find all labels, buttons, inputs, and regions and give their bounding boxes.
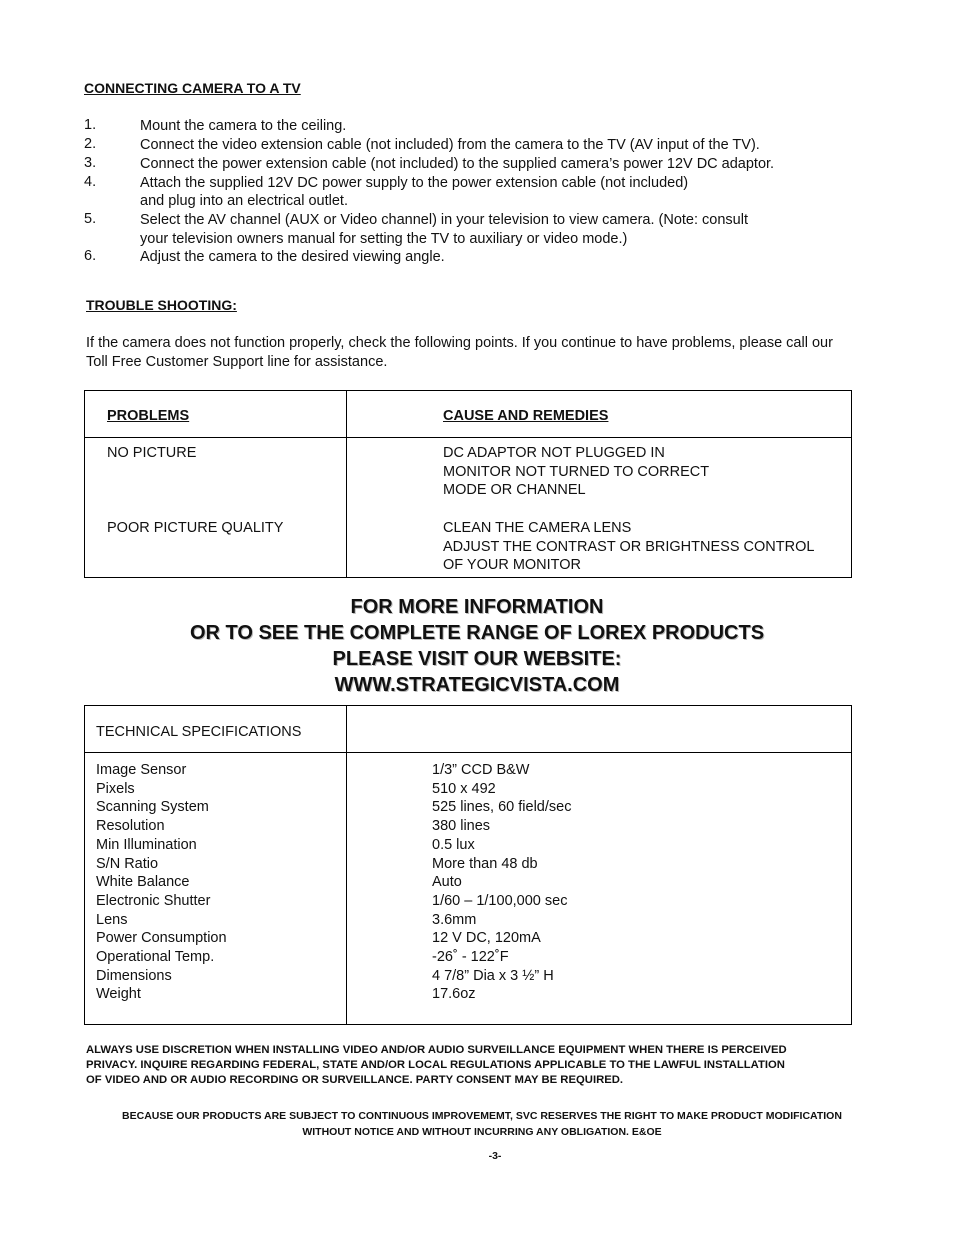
- intro-line: Toll Free Customer Support line for assistance.: [86, 353, 388, 370]
- disclaimer-line: OF VIDEO AND OR AUDIO RECORDING OR SURVEILLANCE. PARTY CONSENT MAY BE REQUIRED.: [86, 1074, 624, 1086]
- spec-label: Weight: [96, 986, 141, 1003]
- spec-label: Power Consumption: [96, 930, 227, 947]
- improvement-notice: [0, 1109, 954, 1140]
- spec-value: Auto: [432, 874, 462, 891]
- spec-value: 0.5 lux: [432, 836, 475, 853]
- spec-label: Scanning System: [96, 799, 209, 816]
- step-text: Connect the video extension cable (not included) from the camera to the TV (AV input of the TV).: [140, 137, 760, 153]
- remedy-line: MODE OR CHANNEL: [443, 482, 586, 499]
- spec-label: Electronic Shutter: [96, 892, 211, 909]
- spec-label: S/N Ratio: [96, 855, 159, 872]
- improvement-line: BECAUSE OUR PRODUCTS ARE SUBJECT TO CONTINUOUS IMPROVEMEMT, SVC RESERVES THE RIGHT TO MAKE PRODUCT MODIFICATION: [122, 1110, 842, 1122]
- step-text: Select the AV channel (AUX or Video channel) in your television to view camera. (Note: consult: [140, 212, 748, 228]
- step-text-continued: and plug into an electrical outlet.: [140, 193, 348, 209]
- intro-line: If the camera does not function properly, check the following points. If you continue to have problems, please call our: [86, 335, 833, 351]
- spec-label: Dimensions: [96, 967, 172, 984]
- step-text-continued: your television owners manual for setting the TV to auxiliary or video mode.): [140, 231, 628, 247]
- spec-value: 525 lines, 60 field/sec: [432, 799, 572, 816]
- spec-value: 1/3” CCD B&W: [432, 762, 530, 778]
- spec-value: More than 48 db: [432, 855, 538, 872]
- column-header-causes: CAUSE AND REMEDIES: [443, 408, 609, 424]
- remedy-line: OF YOUR MONITOR: [443, 557, 582, 574]
- disclaimer-line: ALWAYS USE DISCRETION WHEN INSTALLING VIDEO AND/OR AUDIO SURVEILLANCE EQUIPMENT WHEN THERE IS PERCEIVED: [86, 1044, 787, 1056]
- spec-label: Pixels: [96, 780, 135, 797]
- specs-labels: [96, 761, 227, 1004]
- step-number: 4.: [84, 174, 97, 190]
- remedy-line: CLEAN THE CAMERA LENS: [443, 520, 632, 536]
- remedy-line: DC ADAPTOR NOT PLUGGED IN: [443, 445, 665, 461]
- spec-value: 4 7/8” Dia x 3 ½” H: [432, 967, 554, 984]
- promo-banner: [0, 594, 954, 698]
- remedy-line: MONITOR NOT TURNED TO CORRECT: [443, 463, 710, 480]
- spec-value: 17.6oz: [432, 986, 476, 1003]
- step-text: Mount the camera to the ceiling.: [140, 118, 347, 134]
- spec-value: 3.6mm: [432, 911, 477, 928]
- promo-line: PLEASE VISIT OUR WEBSITE:: [332, 648, 622, 670]
- trouble-table: [84, 390, 852, 578]
- specs-values: [432, 761, 571, 1004]
- remedy-line: ADJUST THE CONTRAST OR BRIGHTNESS CONTROL: [443, 538, 815, 555]
- step-number: 5.: [84, 211, 97, 227]
- improvement-line: WITHOUT NOTICE AND WITHOUT INCURRING ANY OBLIGATION. E&OE: [302, 1125, 662, 1138]
- spec-label: Image Sensor: [96, 762, 187, 778]
- problem-cell: NO PICTURE: [107, 445, 197, 461]
- section-heading-trouble: TROUBLE SHOOTING:: [86, 297, 237, 313]
- spec-value: 1/60 – 1/100,000 sec: [432, 892, 568, 909]
- spec-label: White Balance: [96, 874, 190, 891]
- step-text: Connect the power extension cable (not included) to the supplied camera’s power 12V DC adaptor.: [140, 156, 775, 172]
- section-heading-connecting: CONNECTING CAMERA TO A TV: [84, 80, 301, 96]
- disclaimer: [86, 1043, 787, 1088]
- step-number: 6.: [84, 248, 97, 264]
- specs-title: TECHNICAL SPECIFICATIONS: [96, 724, 302, 740]
- step-text: Attach the supplied 12V DC power supply to the power extension cable (not included): [140, 175, 689, 191]
- promo-website: WWW.STRATEGICVISTA.COM: [334, 674, 620, 696]
- specs-table: [84, 705, 852, 1025]
- spec-label: Min Illumination: [96, 836, 197, 853]
- spec-value: 510 x 492: [432, 780, 496, 797]
- spec-label: Operational Temp.: [96, 949, 215, 966]
- remedies-cell: [443, 444, 709, 500]
- step-number: 2.: [84, 136, 97, 152]
- promo-line: FOR MORE INFORMATION: [350, 596, 604, 618]
- trouble-intro: [86, 334, 833, 371]
- spec-label: Resolution: [96, 818, 165, 835]
- spec-value: -26˚ - 122˚F: [432, 949, 509, 966]
- step-text: Adjust the camera to the desired viewing angle.: [140, 249, 445, 265]
- spec-value: 380 lines: [432, 818, 491, 835]
- step-number: 1.: [84, 117, 97, 133]
- page-number: -3-: [488, 1150, 502, 1162]
- spec-value: 12 V DC, 120mA: [432, 930, 541, 947]
- column-header-problems: PROBLEMS: [107, 408, 190, 424]
- remedies-cell: [443, 519, 814, 575]
- step-number: 3.: [84, 155, 97, 171]
- problem-cell: POOR PICTURE QUALITY: [107, 520, 284, 536]
- promo-line: OR TO SEE THE COMPLETE RANGE OF LOREX PRODUCTS: [189, 622, 765, 644]
- disclaimer-line: PRIVACY. INQUIRE REGARDING FEDERAL, STATE AND/OR LOCAL REGULATIONS APPLICABLE TO THE LAWFUL INSTALLATION: [86, 1059, 785, 1071]
- spec-label: Lens: [96, 911, 128, 928]
